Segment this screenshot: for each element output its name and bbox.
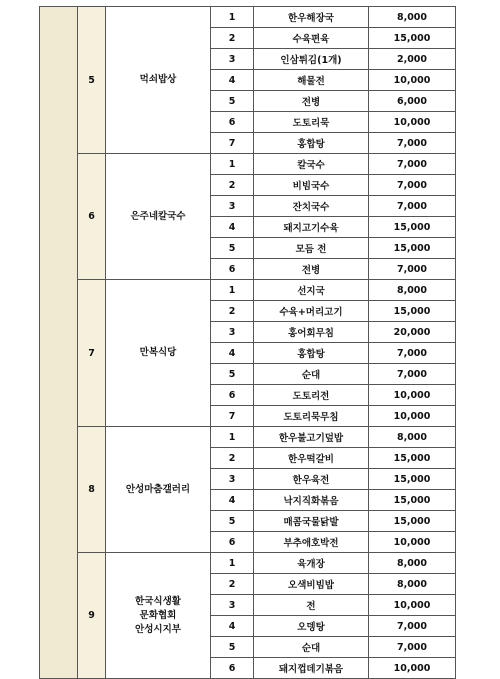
table-row bbox=[40, 280, 456, 301]
dish-price: 7,000 bbox=[369, 343, 456, 364]
menu-table-body bbox=[40, 7, 456, 679]
dish-name: 전병 bbox=[254, 259, 369, 280]
table-row bbox=[40, 553, 456, 574]
dish-price: 8,000 bbox=[369, 7, 456, 28]
dish-name: 수육편육 bbox=[254, 28, 369, 49]
dish-name: 순대 bbox=[254, 364, 369, 385]
dish-price: 8,000 bbox=[369, 427, 456, 448]
table-row bbox=[40, 427, 456, 448]
dish-name: 순대 bbox=[254, 637, 369, 658]
item-index: 2 bbox=[211, 28, 254, 49]
item-index: 2 bbox=[211, 175, 254, 196]
menu-table bbox=[39, 6, 456, 679]
item-index: 5 bbox=[211, 238, 254, 259]
dish-name: 낙지직화볶음 bbox=[254, 490, 369, 511]
dish-price: 10,000 bbox=[369, 658, 456, 679]
item-index: 1 bbox=[211, 427, 254, 448]
dish-name: 해물전 bbox=[254, 70, 369, 91]
item-index: 1 bbox=[211, 154, 254, 175]
item-index: 6 bbox=[211, 532, 254, 553]
region-column bbox=[40, 7, 78, 679]
dish-price: 10,000 bbox=[369, 112, 456, 133]
dish-name: 잔치국수 bbox=[254, 196, 369, 217]
dish-price: 15,000 bbox=[369, 217, 456, 238]
restaurant-number: 6 bbox=[78, 154, 106, 280]
dish-price: 10,000 bbox=[369, 406, 456, 427]
item-index: 3 bbox=[211, 595, 254, 616]
dish-price: 8,000 bbox=[369, 553, 456, 574]
dish-name: 한우육전 bbox=[254, 469, 369, 490]
dish-name: 수육+머리고기 bbox=[254, 301, 369, 322]
restaurant-name: 안성마춤갤러리 bbox=[106, 427, 211, 553]
item-index: 3 bbox=[211, 49, 254, 70]
item-index: 1 bbox=[211, 280, 254, 301]
restaurant-name: 한국식생활 문화협회 안성시지부 bbox=[106, 553, 211, 679]
item-index: 5 bbox=[211, 91, 254, 112]
item-index: 2 bbox=[211, 574, 254, 595]
dish-price: 10,000 bbox=[369, 532, 456, 553]
dish-price: 7,000 bbox=[369, 616, 456, 637]
item-index: 5 bbox=[211, 511, 254, 532]
dish-name: 한우불고기덮밥 bbox=[254, 427, 369, 448]
item-index: 4 bbox=[211, 616, 254, 637]
dish-price: 10,000 bbox=[369, 595, 456, 616]
item-index: 6 bbox=[211, 112, 254, 133]
dish-price: 8,000 bbox=[369, 574, 456, 595]
dish-name: 도토리전 bbox=[254, 385, 369, 406]
dish-price: 7,000 bbox=[369, 154, 456, 175]
restaurant-name: 만복식당 bbox=[106, 280, 211, 427]
item-index: 5 bbox=[211, 637, 254, 658]
restaurant-name: 은주네칼국수 bbox=[106, 154, 211, 280]
dish-price: 8,000 bbox=[369, 280, 456, 301]
dish-name: 비빔국수 bbox=[254, 175, 369, 196]
table-row bbox=[40, 154, 456, 175]
dish-price: 10,000 bbox=[369, 70, 456, 91]
dish-name: 한우떡갈비 bbox=[254, 448, 369, 469]
item-index: 2 bbox=[211, 301, 254, 322]
restaurant-number: 8 bbox=[78, 427, 106, 553]
item-index: 1 bbox=[211, 553, 254, 574]
dish-price: 7,000 bbox=[369, 196, 456, 217]
dish-name: 육개장 bbox=[254, 553, 369, 574]
dish-price: 20,000 bbox=[369, 322, 456, 343]
dish-price: 7,000 bbox=[369, 175, 456, 196]
dish-name: 전 bbox=[254, 595, 369, 616]
item-index: 6 bbox=[211, 259, 254, 280]
dish-price: 15,000 bbox=[369, 238, 456, 259]
dish-name: 돼지껍데기볶음 bbox=[254, 658, 369, 679]
dish-name: 홍합탕 bbox=[254, 133, 369, 154]
restaurant-number: 5 bbox=[78, 7, 106, 154]
dish-name: 오뎅탕 bbox=[254, 616, 369, 637]
dish-price: 15,000 bbox=[369, 448, 456, 469]
item-index: 7 bbox=[211, 133, 254, 154]
item-index: 5 bbox=[211, 364, 254, 385]
dish-name: 모듬 전 bbox=[254, 238, 369, 259]
dish-name: 부추애호박전 bbox=[254, 532, 369, 553]
dish-name: 전병 bbox=[254, 91, 369, 112]
item-index: 6 bbox=[211, 385, 254, 406]
dish-price: 7,000 bbox=[369, 637, 456, 658]
dish-name: 인삼튀김(1개) bbox=[254, 49, 369, 70]
dish-price: 7,000 bbox=[369, 133, 456, 154]
dish-name: 매콤국물닭발 bbox=[254, 511, 369, 532]
item-index: 4 bbox=[211, 70, 254, 91]
item-index: 3 bbox=[211, 196, 254, 217]
dish-name: 오색비빔밥 bbox=[254, 574, 369, 595]
item-index: 4 bbox=[211, 490, 254, 511]
dish-price: 15,000 bbox=[369, 469, 456, 490]
item-index: 3 bbox=[211, 322, 254, 343]
dish-price: 15,000 bbox=[369, 301, 456, 322]
dish-name: 홍합탕 bbox=[254, 343, 369, 364]
dish-name: 도토리묵 bbox=[254, 112, 369, 133]
item-index: 2 bbox=[211, 448, 254, 469]
dish-name: 돼지고기수육 bbox=[254, 217, 369, 238]
table-row bbox=[40, 7, 456, 28]
dish-name: 도토리묵무침 bbox=[254, 406, 369, 427]
item-index: 3 bbox=[211, 469, 254, 490]
dish-price: 15,000 bbox=[369, 490, 456, 511]
dish-name: 홍어회무침 bbox=[254, 322, 369, 343]
item-index: 1 bbox=[211, 7, 254, 28]
dish-price: 15,000 bbox=[369, 28, 456, 49]
restaurant-number: 9 bbox=[78, 553, 106, 679]
dish-price: 15,000 bbox=[369, 511, 456, 532]
dish-name: 한우해장국 bbox=[254, 7, 369, 28]
dish-price: 7,000 bbox=[369, 364, 456, 385]
item-index: 6 bbox=[211, 658, 254, 679]
restaurant-number: 7 bbox=[78, 280, 106, 427]
dish-price: 7,000 bbox=[369, 259, 456, 280]
item-index: 7 bbox=[211, 406, 254, 427]
dish-name: 선지국 bbox=[254, 280, 369, 301]
dish-price: 2,000 bbox=[369, 49, 456, 70]
item-index: 4 bbox=[211, 343, 254, 364]
restaurant-name: 먹쇠밥상 bbox=[106, 7, 211, 154]
dish-name: 칼국수 bbox=[254, 154, 369, 175]
dish-price: 6,000 bbox=[369, 91, 456, 112]
dish-price: 10,000 bbox=[369, 385, 456, 406]
item-index: 4 bbox=[211, 217, 254, 238]
